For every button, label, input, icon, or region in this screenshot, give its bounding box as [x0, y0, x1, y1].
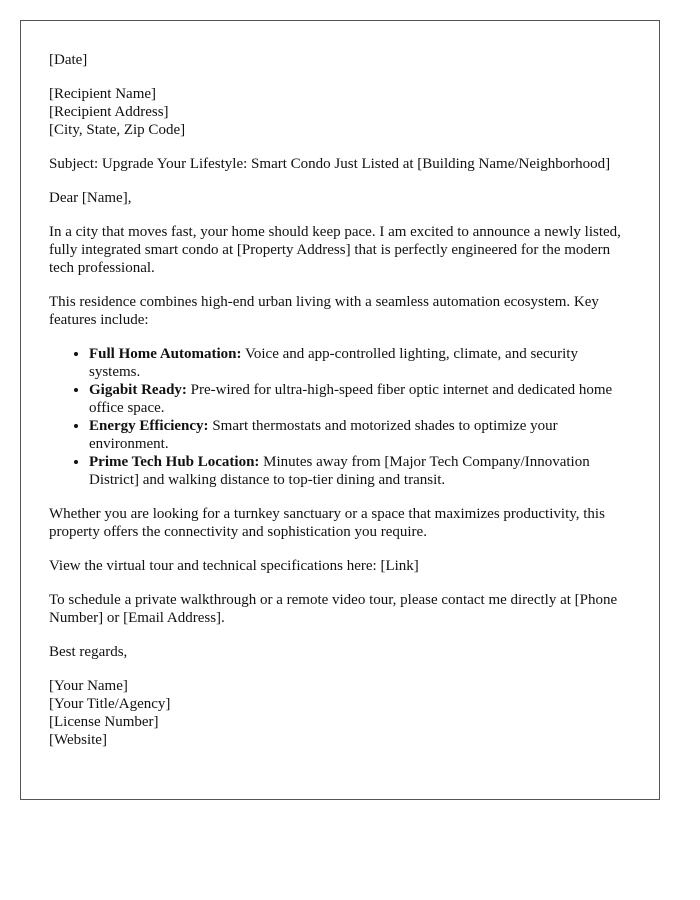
- feature-text: Smart thermostats and motorized shades to optimize your environment.: [89, 418, 558, 452]
- feature-text: Minutes away from [Major Tech Company/Innovation District] and walking distance to top-tier dining and transit.: [89, 454, 590, 488]
- list-item: [89, 381, 631, 417]
- letter-page: [20, 20, 660, 800]
- feature-title: Gigabit Ready:: [89, 382, 187, 398]
- feature-title: Energy Efficiency:: [89, 418, 209, 434]
- tour-line: View the virtual tour and technical specifications here: [Link]: [49, 558, 419, 574]
- recipient-address: [Recipient Address]: [49, 104, 169, 120]
- sender-title: [Your Title/Agency]: [49, 696, 171, 712]
- contact-paragraph: To schedule a private walkthrough or a remote video tour, please contact me directly at [Phone Number] or [Email Address].: [49, 592, 618, 626]
- recipient-block: [49, 85, 631, 139]
- recipient-name: [Recipient Name]: [49, 86, 157, 102]
- sender-name: [Your Name]: [49, 678, 128, 694]
- recipient-city: [City, State, Zip Code]: [49, 122, 186, 138]
- feature-title: Full Home Automation:: [89, 346, 242, 362]
- website: [Website]: [49, 732, 107, 748]
- license-number: [License Number]: [49, 714, 159, 730]
- list-item: [89, 417, 631, 453]
- feature-title: Prime Tech Hub Location:: [89, 454, 260, 470]
- feature-text: Pre-wired for ultra-high-speed fiber optic internet and dedicated home office space.: [89, 382, 613, 416]
- date: [Date]: [49, 52, 88, 68]
- closing-paragraph: Whether you are looking for a turnkey sanctuary or a space that maximizes productivity, this property offers the connectivity and sophistication you require.: [49, 506, 605, 540]
- features-intro-paragraph: This residence combines high-end urban living with a seamless automation ecosystem. Key features include:: [49, 294, 599, 328]
- features-list: [49, 345, 631, 489]
- list-item: [89, 453, 631, 489]
- signoff: Best regards,: [49, 644, 128, 660]
- feature-text: Voice and app-controlled lighting, climate, and security systems.: [89, 346, 578, 380]
- signature-block: [49, 677, 631, 749]
- salutation: Dear [Name],: [49, 190, 132, 206]
- intro-paragraph: In a city that moves fast, your home should keep pace. I am excited to announce a newly listed, fully integrated smart condo at [Property Address] that is perfectly engineered for the modern tech professional.: [49, 224, 621, 276]
- subject-line: Subject: Upgrade Your Lifestyle: Smart Condo Just Listed at [Building Name/Neighborhood]: [49, 156, 611, 172]
- list-item: [89, 345, 631, 381]
- date-line: [49, 51, 631, 69]
